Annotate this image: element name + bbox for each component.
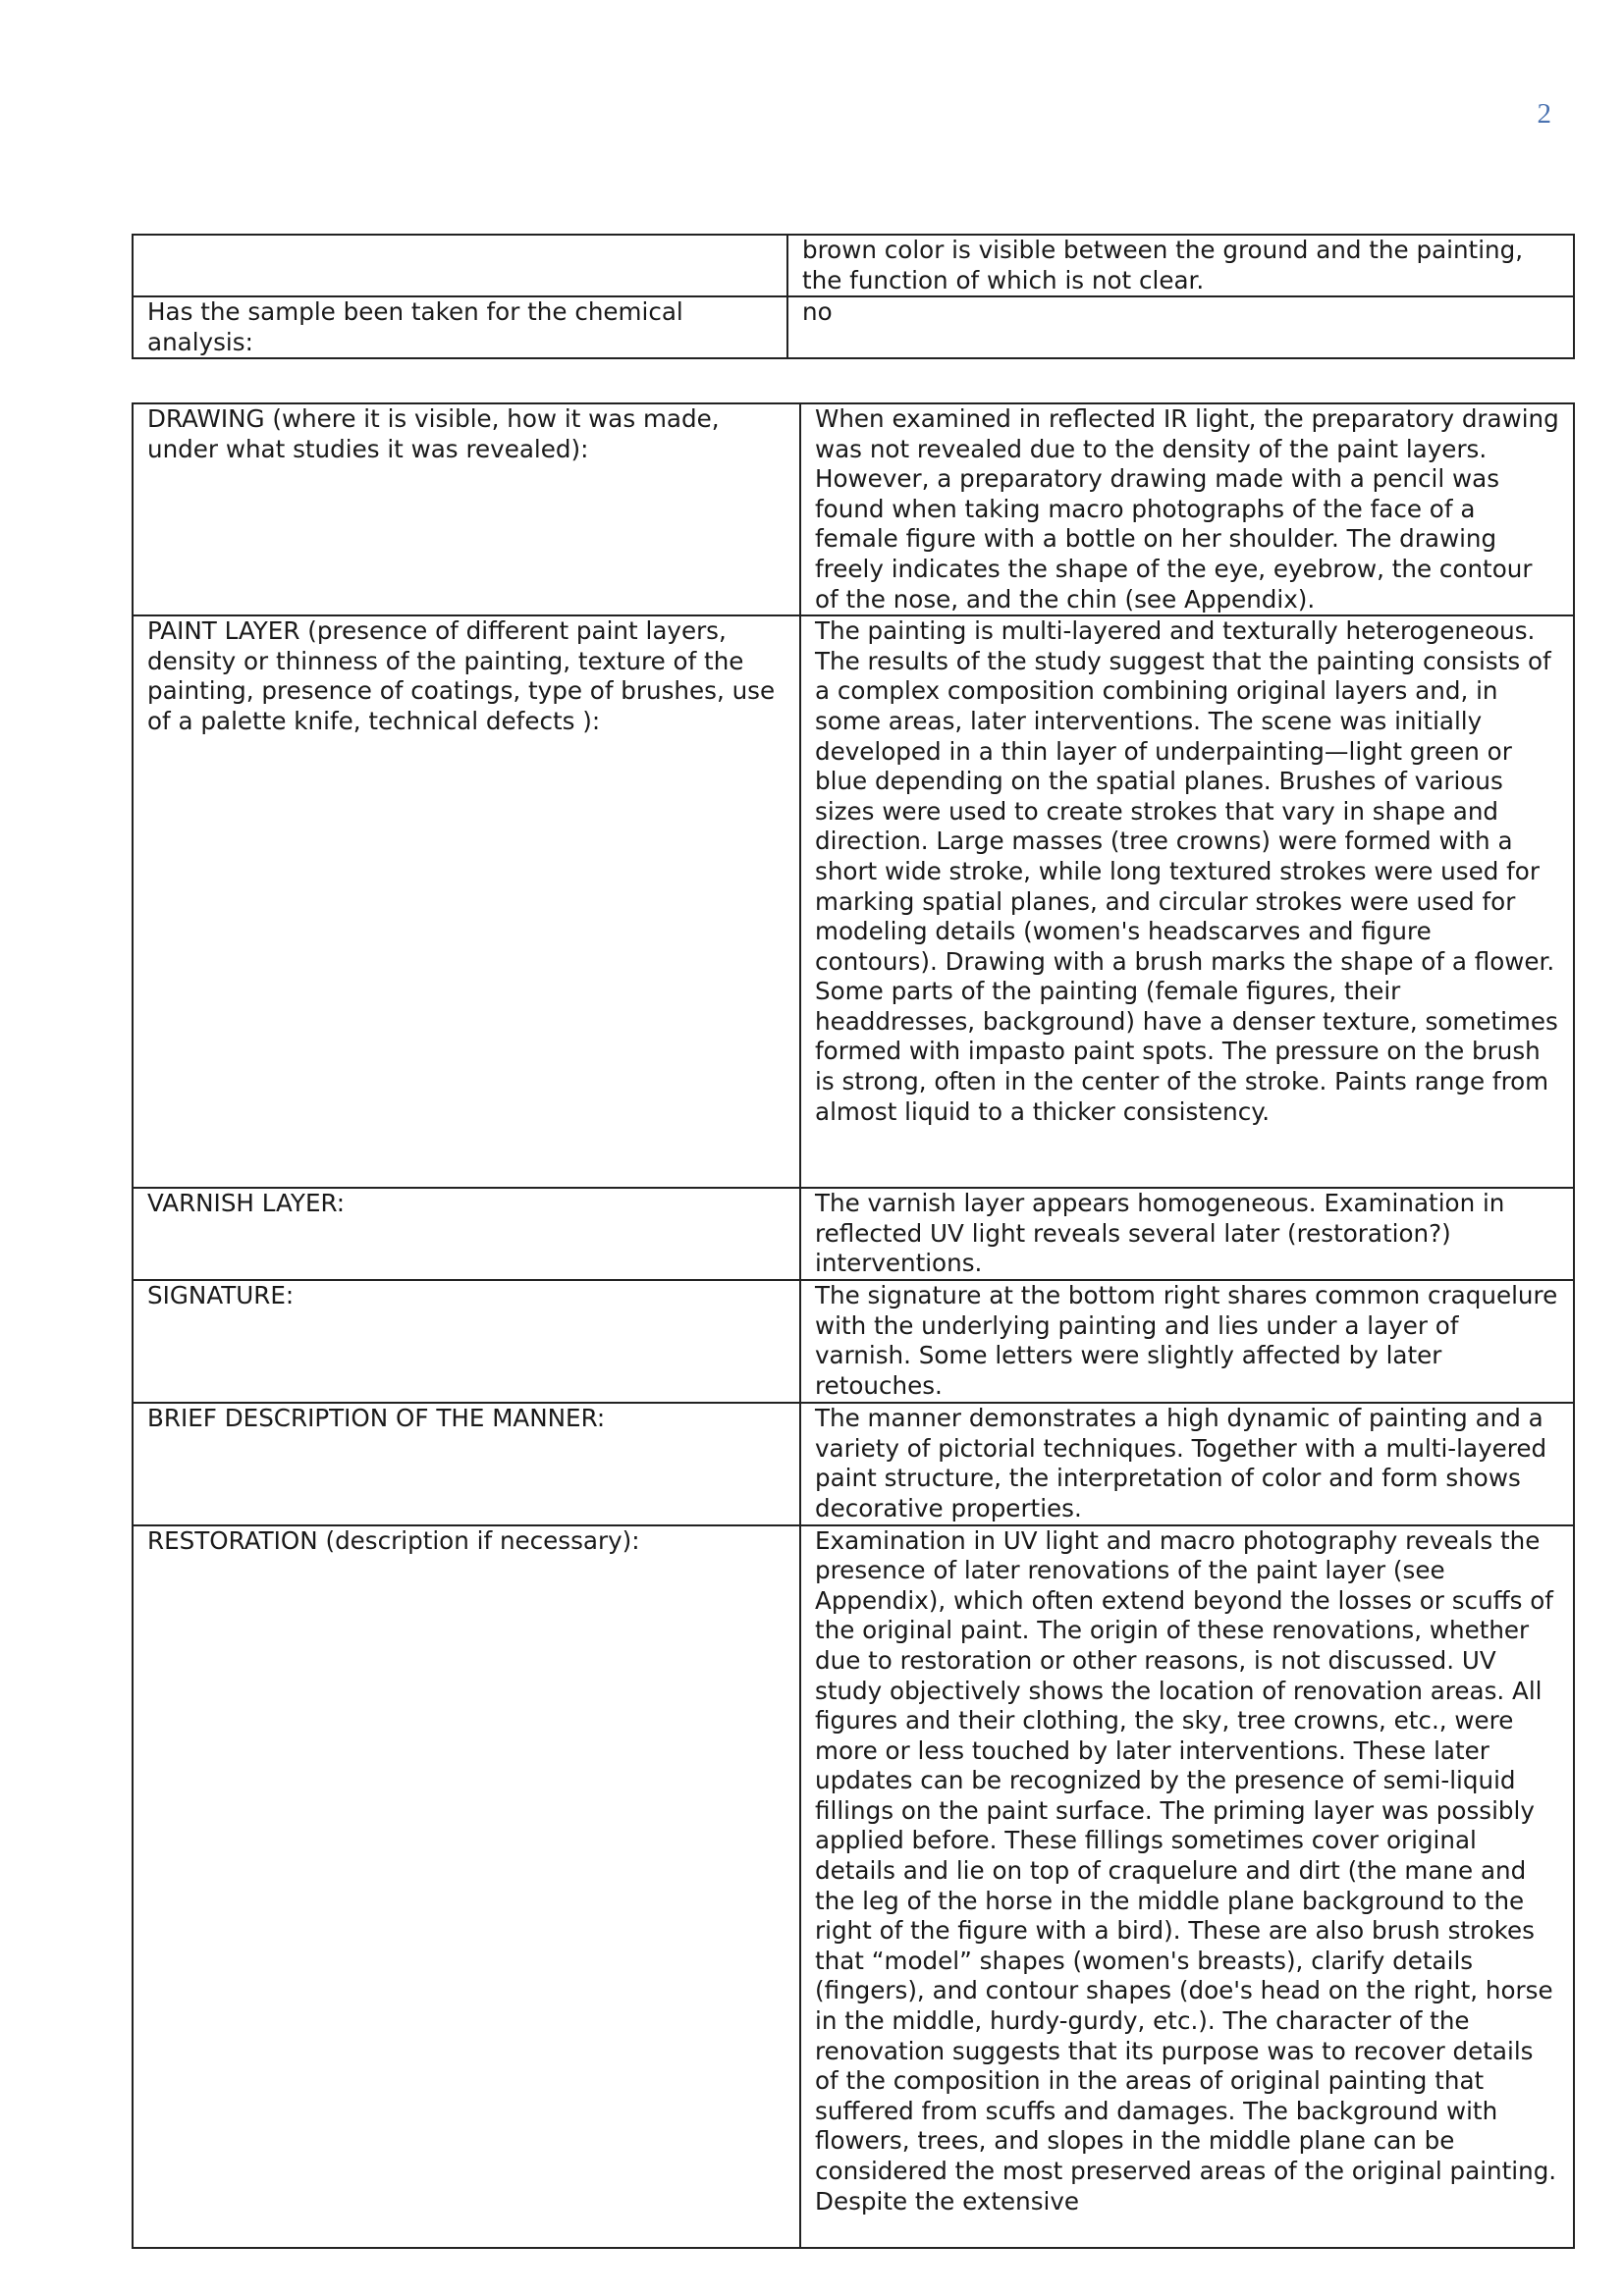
table-row — [133, 615, 1574, 1188]
value-cell: The signature at the bottom right shares common craquelure with the underlying painting and lies under a layer of varnish. Some letters were slightly affected by later retouches. — [800, 1280, 1574, 1403]
label-cell: BRIEF DESCRIPTION OF THE MANNER: — [133, 1403, 800, 1524]
label-cell: PAINT LAYER (presence of different paint layers, density or thinness of the painting, texture of the painting, presence of coatings, type of brushes, use of a palette knife, technical defects ): — [133, 615, 800, 1188]
table-row — [133, 296, 1574, 358]
label-cell — [133, 235, 787, 296]
label-cell: DRAWING (where it is visible, how it was made, under what studies it was revealed): — [133, 403, 800, 615]
table-row — [133, 1525, 1574, 2248]
value-cell: When examined in reflected IR light, the preparatory drawing was not revealed due to the density of the paint layers. However, a preparatory drawing made with a pencil was found when taking macro photographs of the face of a female figure with a bottle on her shoulder. The drawing freely indicates the shape of the eye, eyebrow, the contour of the nose, and the chin (see Appendix). — [800, 403, 1574, 615]
sample-table — [132, 234, 1575, 359]
table-row — [133, 235, 1574, 296]
label-cell: SIGNATURE: — [133, 1280, 800, 1403]
value-cell: The varnish layer appears homogeneous. Examination in reflected UV light reveals several later (restoration?) interventions. — [800, 1188, 1574, 1280]
table-row — [133, 403, 1574, 615]
value-cell: brown color is visible between the ground and the painting, the function of which is not clear. — [787, 235, 1574, 296]
label-cell: VARNISH LAYER: — [133, 1188, 800, 1280]
table-row — [133, 1280, 1574, 1403]
label-cell: RESTORATION (description if necessary): — [133, 1525, 800, 2248]
label-cell: Has the sample been taken for the chemical analysis: — [133, 296, 787, 358]
value-cell: The painting is multi-layered and texturally heterogeneous. The results of the study suggest that the painting consists of a complex composition combining original layers and, in some areas, later interventions. The scene was initially developed in a thin layer of underpainting—light green or blue depending on the spatial planes. Brushes of various sizes were used to create strokes that vary in shape and direction. Large masses (tree crowns) were formed with a short wide stroke, while long textured strokes were used for marking spatial planes, and circular strokes were used for modeling details (women's headscarves and figure contours). Drawing with a brush marks the shape of a flower. Some parts of the painting (female figures, their headdresses, background) have a denser texture, sometimes formed with impasto paint spots. The pressure on the brush is strong, often in the center of the stroke. Paints range from almost liquid to a thicker consistency. — [800, 615, 1574, 1188]
value-cell: The manner demonstrates a high dynamic of painting and a variety of pictorial techniques. Together with a multi-layered paint structure, the interpretation of color and form shows decorative properties. — [800, 1403, 1574, 1524]
value-cell: no — [787, 296, 1574, 358]
study-table — [132, 402, 1575, 2249]
table-row — [133, 1403, 1574, 1524]
value-cell: Examination in UV light and macro photography reveals the presence of later renovations of the paint layer (see Appendix), which often extend beyond the losses or scuffs of the original paint. The origin of these renovations, whether due to restoration or other reasons, is not discussed. UV study objectively shows the location of renovation areas. All figures and their clothing, the sky, tree crowns, etc., were more or less touched by later interventions. These later updates can be recognized by the presence of semi-liquid fillings on the paint surface. The priming layer was possibly applied before. These fillings sometimes cover original details and lie on top of craquelure and dirt (the mane and the leg of the horse in the middle plane background to the right of the figure with a bird). These are also brush strokes that “model” shapes (women's breasts), clarify details (fingers), and contour shapes (doe's head on the right, horse in the middle, hurdy-gurdy, etc.). The character of the renovation suggests that its purpose was to recover details of the composition in the areas of original painting that suffered from scuffs and damages. The background with flowers, trees, and slopes in the middle plane can be considered the most preserved areas of the original painting. Despite the extensive — [800, 1525, 1574, 2248]
page-number: 2 — [1537, 98, 1551, 130]
table-row — [133, 1188, 1574, 1280]
